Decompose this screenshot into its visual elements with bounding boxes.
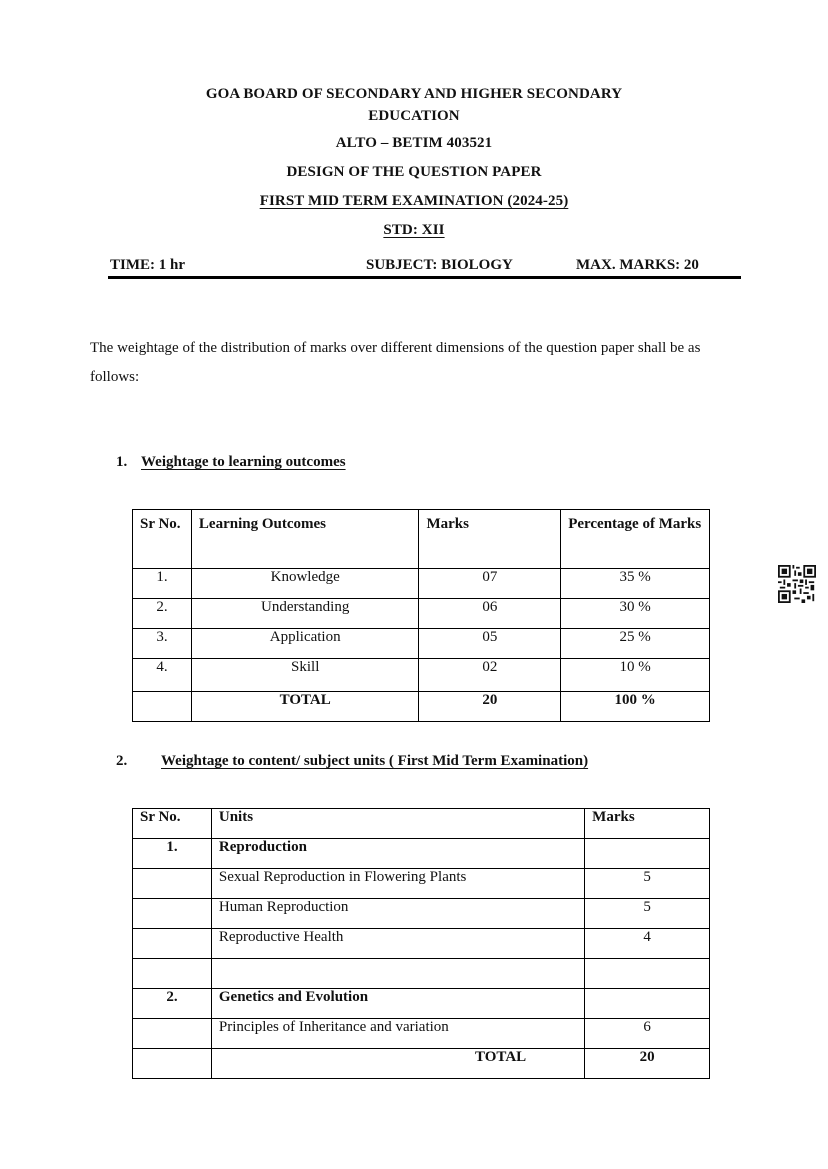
table-row bbox=[133, 869, 710, 899]
table-row bbox=[133, 599, 710, 629]
table-header-row bbox=[133, 510, 710, 569]
design-title: DESIGN OF THE QUESTION PAPER bbox=[286, 164, 542, 180]
row-marks bbox=[585, 839, 710, 869]
board-name-line1: GOA BOARD OF SECONDARY AND HIGHER SECONDARY bbox=[205, 86, 623, 102]
total-marks: 20 bbox=[419, 692, 561, 722]
row-sr: 3. bbox=[133, 629, 192, 659]
table-row bbox=[133, 929, 710, 959]
row-unit: Reproduction bbox=[211, 839, 584, 869]
table-row bbox=[133, 959, 710, 989]
std-label: STD: XII bbox=[383, 222, 445, 238]
row-marks: 05 bbox=[419, 629, 561, 659]
row-marks bbox=[585, 959, 710, 989]
row-unit: Genetics and Evolution bbox=[211, 989, 584, 1019]
row-sr: 1. bbox=[133, 569, 192, 599]
table-row bbox=[133, 569, 710, 599]
row-sr: 2. bbox=[133, 989, 212, 1019]
table-row bbox=[133, 989, 710, 1019]
row-outcome: Understanding bbox=[191, 599, 419, 629]
row-outcome: Skill bbox=[191, 659, 419, 692]
row-percent: 30 % bbox=[561, 599, 710, 629]
row-unit: Human Reproduction bbox=[211, 899, 584, 929]
max-marks-label: MAX. MARKS: 20 bbox=[576, 257, 699, 273]
row-sr: 1. bbox=[133, 839, 212, 869]
row-sr bbox=[133, 869, 212, 899]
time-label: TIME: 1 hr bbox=[110, 257, 185, 273]
header-learning-outcomes: Learning Outcomes bbox=[191, 510, 419, 569]
total-row bbox=[133, 692, 710, 722]
total-marks: 20 bbox=[585, 1049, 710, 1079]
row-unit: Reproductive Health bbox=[211, 929, 584, 959]
header-percentage: Percentage of Marks bbox=[561, 510, 710, 569]
row-marks: 07 bbox=[419, 569, 561, 599]
row-marks: 5 bbox=[585, 899, 710, 929]
section1-number: 1. bbox=[116, 454, 128, 470]
table-row bbox=[133, 839, 710, 869]
row-sr bbox=[133, 929, 212, 959]
table-row bbox=[133, 899, 710, 929]
qr-code-icon bbox=[778, 565, 816, 603]
row-percent: 10 % bbox=[561, 659, 710, 692]
total-row bbox=[133, 1049, 710, 1079]
row-marks bbox=[585, 989, 710, 1019]
header-divider bbox=[108, 276, 741, 279]
header-units: Units bbox=[211, 809, 584, 839]
header-marks: Marks bbox=[419, 510, 561, 569]
row-marks: 4 bbox=[585, 929, 710, 959]
intro-paragraph: The weightage of the distribution of marks over different dimensions of the question paper shall be as follows: bbox=[90, 340, 701, 385]
total-label: TOTAL bbox=[211, 1049, 584, 1079]
row-marks: 5 bbox=[585, 869, 710, 899]
section2-title: Weightage to content/ subject units ( First Mid Term Examination) bbox=[161, 753, 589, 769]
row-sr: 4. bbox=[133, 659, 192, 692]
board-address: ALTO – BETIM 403521 bbox=[335, 135, 493, 151]
row-sr bbox=[133, 1019, 212, 1049]
row-percent: 25 % bbox=[561, 629, 710, 659]
row-sr bbox=[133, 899, 212, 929]
row-unit: Principles of Inheritance and variation bbox=[211, 1019, 584, 1049]
table-row bbox=[133, 629, 710, 659]
header-marks: Marks bbox=[585, 809, 710, 839]
section2-number: 2. bbox=[116, 753, 128, 769]
exam-info-line bbox=[108, 257, 741, 277]
header-sr-no: Sr No. bbox=[133, 510, 192, 569]
row-sr bbox=[133, 959, 212, 989]
subject-label: SUBJECT: BIOLOGY bbox=[366, 257, 513, 273]
row-marks: 6 bbox=[585, 1019, 710, 1049]
row-outcome: Knowledge bbox=[191, 569, 419, 599]
row-marks: 02 bbox=[419, 659, 561, 692]
row-marks: 06 bbox=[419, 599, 561, 629]
row-percent: 35 % bbox=[561, 569, 710, 599]
learning-outcomes-table bbox=[132, 509, 710, 722]
board-name-line2: EDUCATION bbox=[368, 108, 460, 124]
table-row bbox=[133, 1019, 710, 1049]
row-sr: 2. bbox=[133, 599, 192, 629]
content-units-table bbox=[132, 808, 710, 1079]
table-row bbox=[133, 659, 710, 692]
section1-title: Weightage to learning outcomes bbox=[141, 454, 346, 470]
row-unit: Sexual Reproduction in Flowering Plants bbox=[211, 869, 584, 899]
exam-title: FIRST MID TERM EXAMINATION (2024-25) bbox=[259, 193, 569, 209]
total-label: TOTAL bbox=[191, 692, 419, 722]
row-outcome: Application bbox=[191, 629, 419, 659]
row-unit bbox=[211, 959, 584, 989]
total-empty-cell bbox=[133, 692, 192, 722]
total-empty-cell bbox=[133, 1049, 212, 1079]
total-percent: 100 % bbox=[561, 692, 710, 722]
table-header-row bbox=[133, 809, 710, 839]
header-sr-no: Sr No. bbox=[133, 809, 212, 839]
